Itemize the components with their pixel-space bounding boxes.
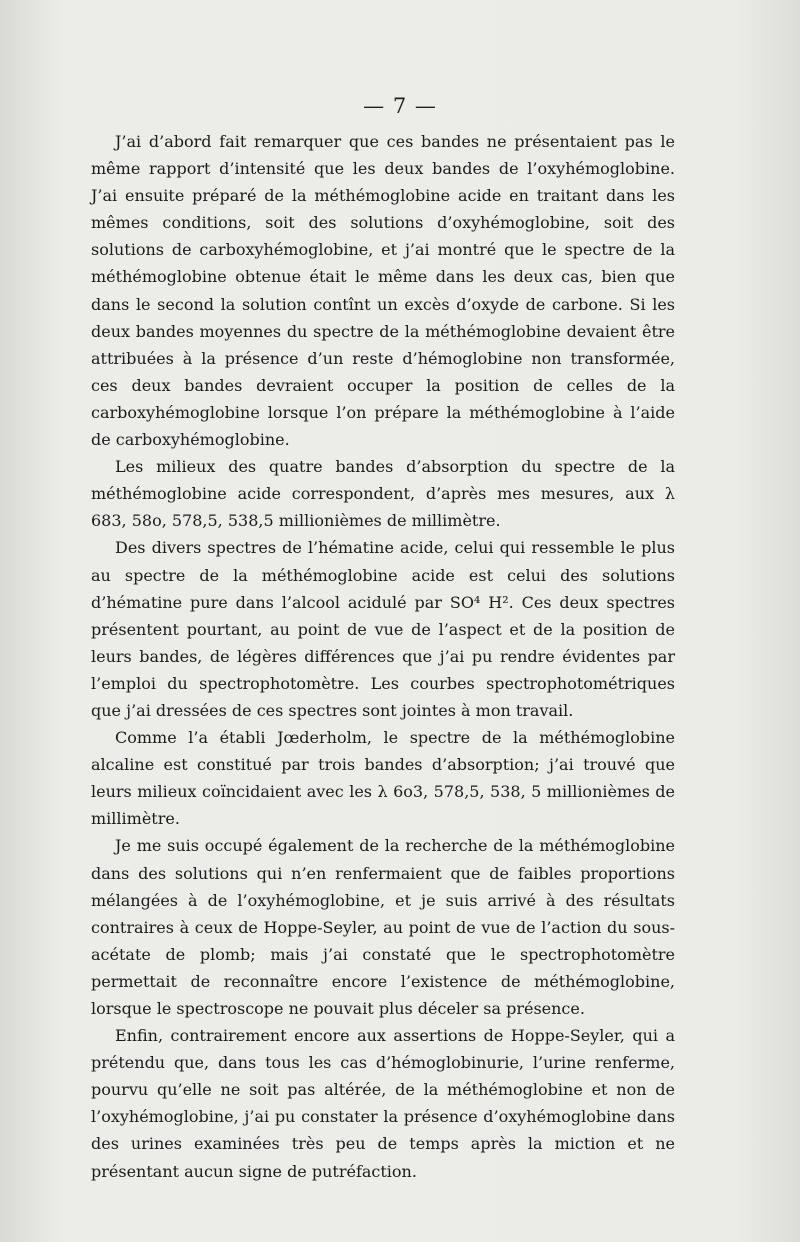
page-number: — 7 — (363, 94, 437, 118)
paragraph-5: Je me suis occupé également de la recherche de la méthémoglobine dans des solutions qui n’en renfermaient que de faibles proportions mélangées à de l’oxyhémoglobine, et je suis arrivé à des résultats contraires à ceux de Hoppe-Seyler, au point de vue de l’action du sous-acétate de plomb; mais j’ai constaté que le spectrophotomètre permettait de reconnaître encore l’existence de méthémoglobine, lorsque le spectroscope ne pouvait plus déceler sa présence. (91, 836, 675, 1018)
paragraph-4: Comme l’a établi Jœderholm, le spectre de la méthémoglobine alcaline est constitué par trois bandes d’absorption; j’ai trouvé que leurs milieux coïncidaient avec les λ 6o3, 578,5, 538, 5 millionièmes de millimètre. (91, 728, 675, 829)
paragraph-6: Enfin, contrairement encore aux assertions de Hoppe-Seyler, qui a prétendu que, dans tous les cas d’hémoglobinurie, l’urine renferme, pourvu qu’elle ne soit pas altérée, de la méthémoglobine et non de l’oxyhémoglobine, j’ai pu constater la présence d’oxyhémoglobine dans des urines examinées très peu de temps après la miction et ne présentant aucun signe de putréfaction. (91, 1026, 675, 1181)
body-text (91, 128, 675, 1185)
paragraph-2: Les milieux des quatre bandes d’absorption du spectre de la méthémoglobine acide correspondent, d’après mes mesures, aux λ 683, 58o, 578,5, 538,5 millionièmes de millimètre. (91, 457, 675, 531)
paragraph-3: Des divers spectres de l’hématine acide, celui qui ressemble le plus au spectre de la méthémoglobine acide est celui des solutions d’hématine pure dans l’alcool acidulé par SO⁴ H². Ces deux spectres présentent pourtant, au point de vue de l’aspect et de la position de leurs bandes, de légères différences que j’ai pu rendre évidentes par l’emploi du spectrophotomètre. Les courbes spectrophotométriques que j’ai dressées de ces spectres sont jointes à mon travail. (91, 538, 675, 720)
paragraph-1: J’ai d’abord fait remarquer que ces bandes ne présentaient pas le même rapport d’intensité que les deux bandes de l’oxyhémoglobine. J’ai ensuite préparé de la méthémoglobine acide en traitant dans les mêmes conditions, soit des solutions d’oxyhémoglobine, soit des solutions de carboxyhémoglobine, et j’ai montré que le spectre de la méthémoglobine obtenue était le même dans les deux cas, bien que dans le second la solution contînt un excès d’oxyde de carbone. Si les deux bandes moyennes du spectre de la méthémoglobine devaient être attribuées à la présence d’un reste d’hémoglobine non transformée, ces deux bandes devraient occuper la position de celles de la carboxyhémoglobine lorsque l’on prépare la méthémoglobine à l’aide de carboxyhémoglobine. (91, 132, 675, 450)
